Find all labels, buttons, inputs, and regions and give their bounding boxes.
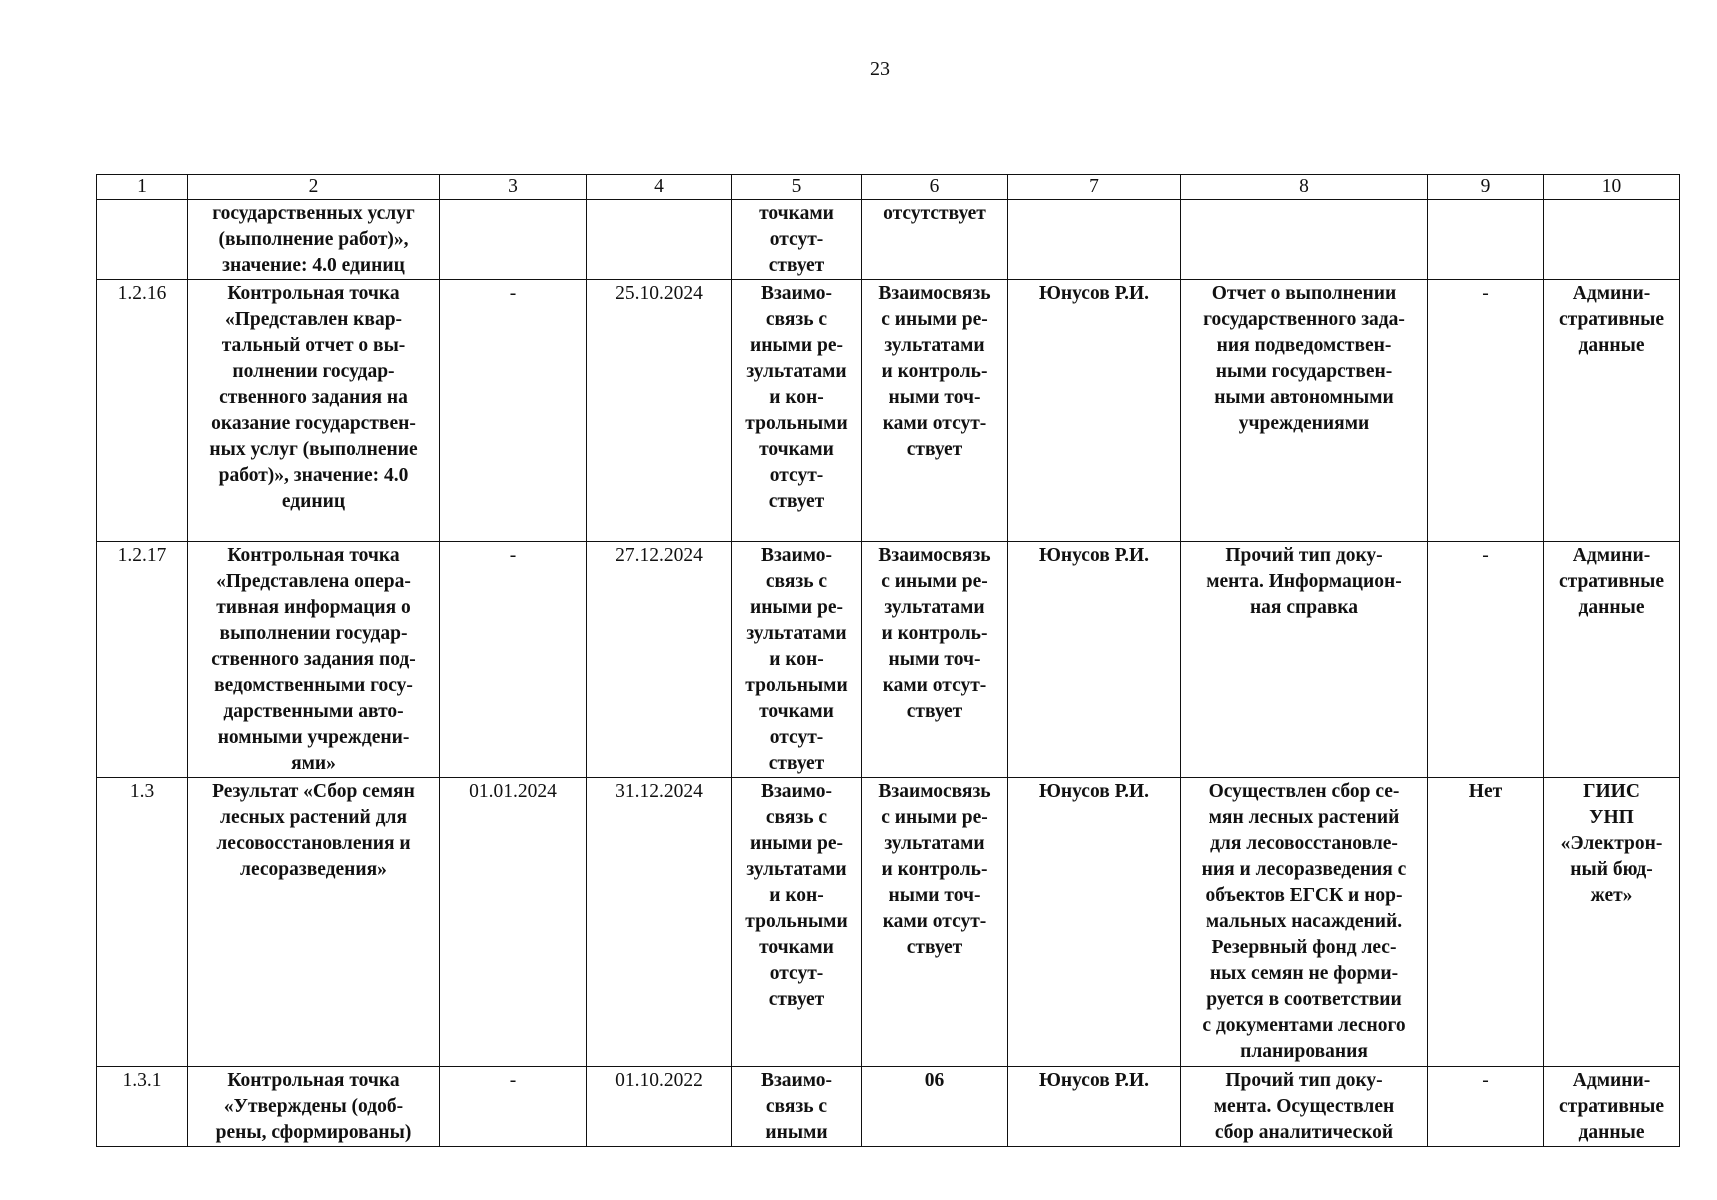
flag: Нет <box>1428 778 1544 1067</box>
link-results: точками отсут- ствует <box>732 200 862 280</box>
col-2-header: 2 <box>188 175 440 200</box>
table-row <box>97 542 1680 778</box>
table-row <box>97 200 1680 280</box>
col-3-header: 3 <box>440 175 587 200</box>
column-number-header-row <box>97 175 1680 200</box>
start-date <box>440 200 587 280</box>
col-10-header: 10 <box>1544 175 1680 200</box>
table-row <box>97 280 1680 542</box>
item-name: Контрольная точка «Представлена опера- тивная информация о выполнении государ- ственного задания под- ведомственными госу- дарственными авто- номными учреждени- ями» <box>188 542 440 778</box>
link-other: 06 <box>862 1067 1008 1147</box>
link-other: Взаимосвязь с иными ре- зультатами и контроль- ными точ- ками отсут- ствует <box>862 542 1008 778</box>
link-results: Взаимо- связь с иными <box>732 1067 862 1147</box>
document-type: Прочий тип доку- мента. Осуществлен сбор аналитической <box>1181 1067 1428 1147</box>
col-7-header: 7 <box>1008 175 1181 200</box>
flag <box>1428 200 1544 280</box>
table-row <box>97 778 1680 1067</box>
item-name: Результат «Сбор семян лесных растений для лесовосстановления и лесоразведения» <box>188 778 440 1067</box>
document-type: Отчет о выполнении государственного зада- ния подведомствен- ными государствен- ными автономными учреждениями <box>1181 280 1428 542</box>
item-name: Контрольная точка «Утверждены (одоб- рены, сформированы) <box>188 1067 440 1147</box>
start-date: - <box>440 280 587 542</box>
col-5-header: 5 <box>732 175 862 200</box>
row-number: 1.3.1 <box>97 1067 188 1147</box>
start-date: - <box>440 542 587 778</box>
flag: - <box>1428 542 1544 778</box>
col-1-header: 1 <box>97 175 188 200</box>
end-date: 25.10.2024 <box>587 280 732 542</box>
page-number: 23 <box>870 58 890 80</box>
flag: - <box>1428 280 1544 542</box>
end-date: 31.12.2024 <box>587 778 732 1067</box>
data-source: Админи- стративные данные <box>1544 1067 1680 1147</box>
col-9-header: 9 <box>1428 175 1544 200</box>
item-name: государственных услуг (выполнение работ)», значение: 4.0 единиц <box>188 200 440 280</box>
end-date <box>587 200 732 280</box>
row-number: 1.3 <box>97 778 188 1067</box>
row-number: 1.2.17 <box>97 542 188 778</box>
row-number <box>97 200 188 280</box>
responsible: Юнусов Р.И. <box>1008 542 1181 778</box>
link-results: Взаимо- связь с иными ре- зультатами и кон- трольными точками отсут- ствует <box>732 778 862 1067</box>
control-points-table <box>96 174 1680 1147</box>
table-row <box>97 1067 1680 1147</box>
data-source: ГИИС УНП «Электрон- ный бюд- жет» <box>1544 778 1680 1067</box>
document-type: Прочий тип доку- мента. Информацион- ная справка <box>1181 542 1428 778</box>
link-other: отсутствует <box>862 200 1008 280</box>
responsible: Юнусов Р.И. <box>1008 1067 1181 1147</box>
col-6-header: 6 <box>862 175 1008 200</box>
link-results: Взаимо- связь с иными ре- зультатами и кон- трольными точками отсут- ствует <box>732 280 862 542</box>
data-source: Админи- стративные данные <box>1544 542 1680 778</box>
row-number: 1.2.16 <box>97 280 188 542</box>
link-other: Взаимосвязь с иными ре- зультатами и контроль- ными точ- ками отсут- ствует <box>862 280 1008 542</box>
document-type: Осуществлен сбор се- мян лесных растений для лесовосстановле- ния и лесоразведения с объектов ЕГСК и нор- мальных насаждений. Резервный фонд лес- ных семян не форми- руется в соответствии с документами лесного планирования <box>1181 778 1428 1067</box>
item-name: Контрольная точка «Представлен квар- тальный отчет о вы- полнении государ- ственного задания на оказание государствен- ных услуг (выполнение работ)», значение: 4.0 единиц <box>188 280 440 542</box>
flag: - <box>1428 1067 1544 1147</box>
end-date: 01.10.2022 <box>587 1067 732 1147</box>
data-source <box>1544 200 1680 280</box>
responsible: Юнусов Р.И. <box>1008 280 1181 542</box>
document-type <box>1181 200 1428 280</box>
link-other: Взаимосвязь с иными ре- зультатами и контроль- ными точ- ками отсут- ствует <box>862 778 1008 1067</box>
data-source: Админи- стративные данные <box>1544 280 1680 542</box>
col-4-header: 4 <box>587 175 732 200</box>
start-date: 01.01.2024 <box>440 778 587 1067</box>
end-date: 27.12.2024 <box>587 542 732 778</box>
link-results: Взаимо- связь с иными ре- зультатами и кон- трольными точками отсут- ствует <box>732 542 862 778</box>
start-date: - <box>440 1067 587 1147</box>
responsible <box>1008 200 1181 280</box>
responsible: Юнусов Р.И. <box>1008 778 1181 1067</box>
col-8-header: 8 <box>1181 175 1428 200</box>
